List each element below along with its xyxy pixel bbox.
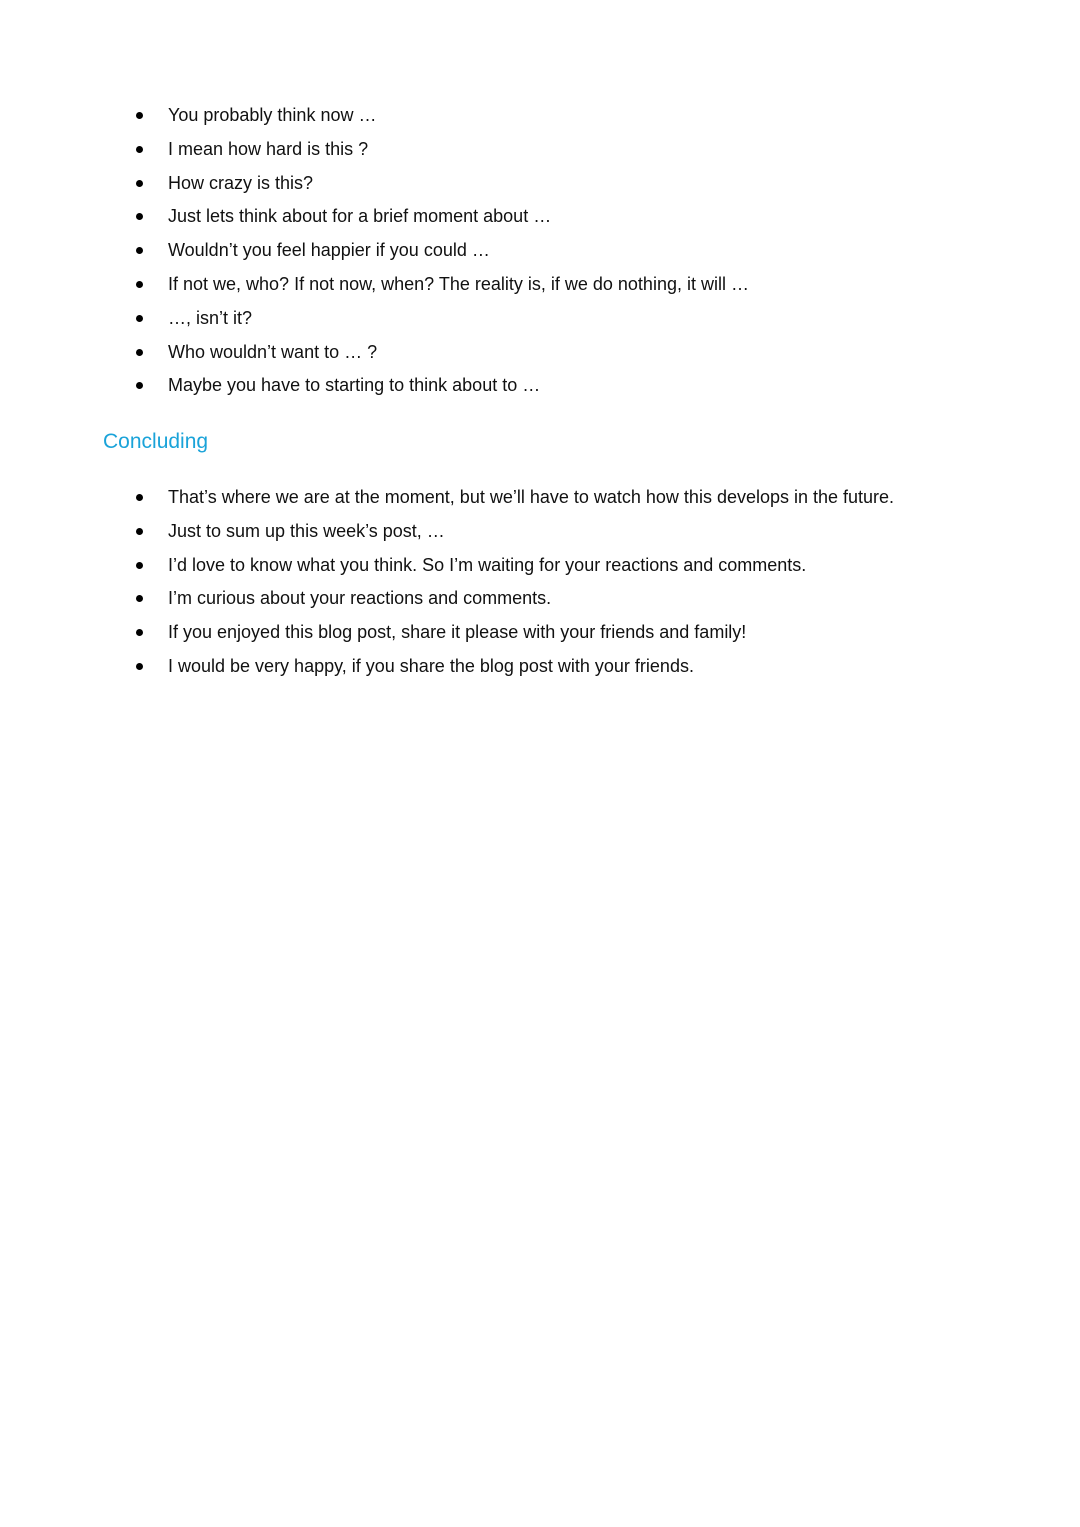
list-item-text: You probably think now … [168,105,377,125]
list-item-text: I would be very happy, if you share the blog post with your friends. [168,656,694,676]
bullet-icon [136,629,143,636]
list-item-text: I’m curious about your reactions and comments. [168,588,552,609]
bullet-icon [136,180,143,187]
bullet-icon [136,494,143,501]
list-item [168,554,806,576]
list-item-text: That’s where we are at the moment, but we’ll have to watch how this develops in the future. [168,487,895,507]
list-item-text: How crazy is this? [168,172,314,193]
list-item-text: I mean how hard is this ? [168,138,369,159]
bullet-icon [136,562,143,569]
list-item [168,341,377,363]
list-item [168,307,252,329]
list-item-text: Who wouldn’t want to … ? [168,341,378,362]
list-item [168,587,551,609]
bullet-icon [136,663,143,670]
list-item-text: If not we, who? If not now, when? The reality is, if we do nothing, it will … [168,274,749,294]
list-item [168,621,746,643]
section-heading: Concluding [103,430,209,453]
list-item-text: …, isn’t it? [168,307,253,328]
list-item [168,172,313,194]
bullet-icon [136,528,143,535]
bullet-icon [136,247,143,254]
bullet-icon [136,146,143,153]
bullet-icon [136,315,143,322]
list-item-text: If you enjoyed this blog post, share it please with your friends and family! [168,622,747,643]
bullet-icon [136,112,143,119]
bullet-icon [136,213,143,220]
list-item [168,239,490,261]
list-item [168,520,445,542]
list-item-text: Just lets think about for a brief moment about … [168,206,552,227]
list-item-text: Maybe you have to starting to think about to … [168,375,541,396]
list-item-text: I’d love to know what you think. So I’m waiting for your reactions and comments. [168,554,807,575]
bullet-icon [136,382,143,389]
list-item [168,104,376,126]
list-item [168,486,894,508]
list-item-text: Just to sum up this week’s post, … [168,520,445,541]
bullet-icon [136,595,143,602]
list-item-text: Wouldn’t you feel happier if you could … [168,240,490,261]
list-item [168,655,694,677]
list-item [168,138,368,160]
bullet-icon [136,281,143,288]
bullet-icon [136,349,143,356]
list-item [168,273,749,295]
list-item [168,205,551,227]
list-item [168,374,540,396]
